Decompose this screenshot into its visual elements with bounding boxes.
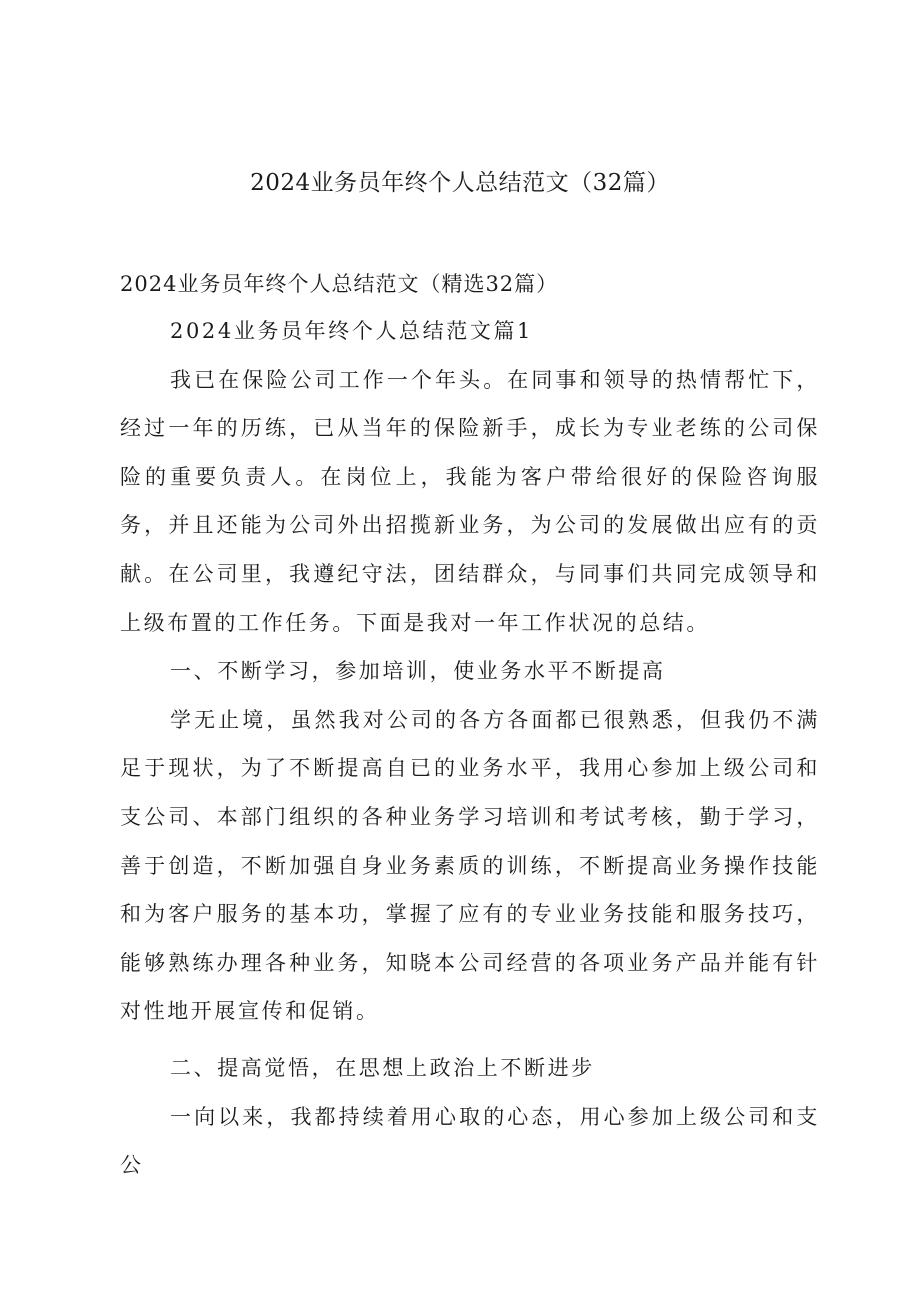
section-heading: 2024业务员年终个人总结范文篇1 <box>170 319 534 343</box>
body-paragraph: 学无止境，虽然我对公司的各方各面都已很熟悉，但我仍不满足于现状，为了不断提高自已的业务水平，我用心参加上级公司和支公司、本部门组织的各种业务学习培训和考试考核，勤于学习，善于创造，不断加强自身业务素质的训练，不断提高业务操作技能和为客户服务的基本功，掌握了应有的专业业务技能和服务技巧，能够熟练办理各种业务，知晓本公司经营的各项业务产品并能有针对性地开展宣传和促销。 <box>120 707 820 1024</box>
section-heading: 二、提高觉悟，在思想上政治上不断进步 <box>170 1055 595 1080</box>
section-heading: 一、不断学习，参加培训，使业务水平不断提高 <box>170 659 666 684</box>
body-paragraph: 我已在保险公司工作一个年头。在同事和领导的热情帮忙下，经过一年的历练，已从当年的保险新手，成长为专业老练的公司保险的重要负责人。在岗位上，我能为客户带给很好的保险咨询服务，并且还能为公司外出招揽新业务，为公司的发展做出应有的贡献。在公司里，我遵纪守法，团结群众，与同事们共同完成领导和上级布置的工作任务。下面是我对一年工作状况的总结。 <box>120 367 820 635</box>
document-title: 2024业务员年终个人总结范文（32篇） <box>250 170 670 196</box>
document-body <box>120 307 820 1190</box>
document-subtitle: 2024业务员年终个人总结范文（精选32篇） <box>120 272 559 296</box>
body-paragraph: 一向以来，我都持续着用心取的心态，用心参加上级公司和支公 <box>120 1104 820 1178</box>
